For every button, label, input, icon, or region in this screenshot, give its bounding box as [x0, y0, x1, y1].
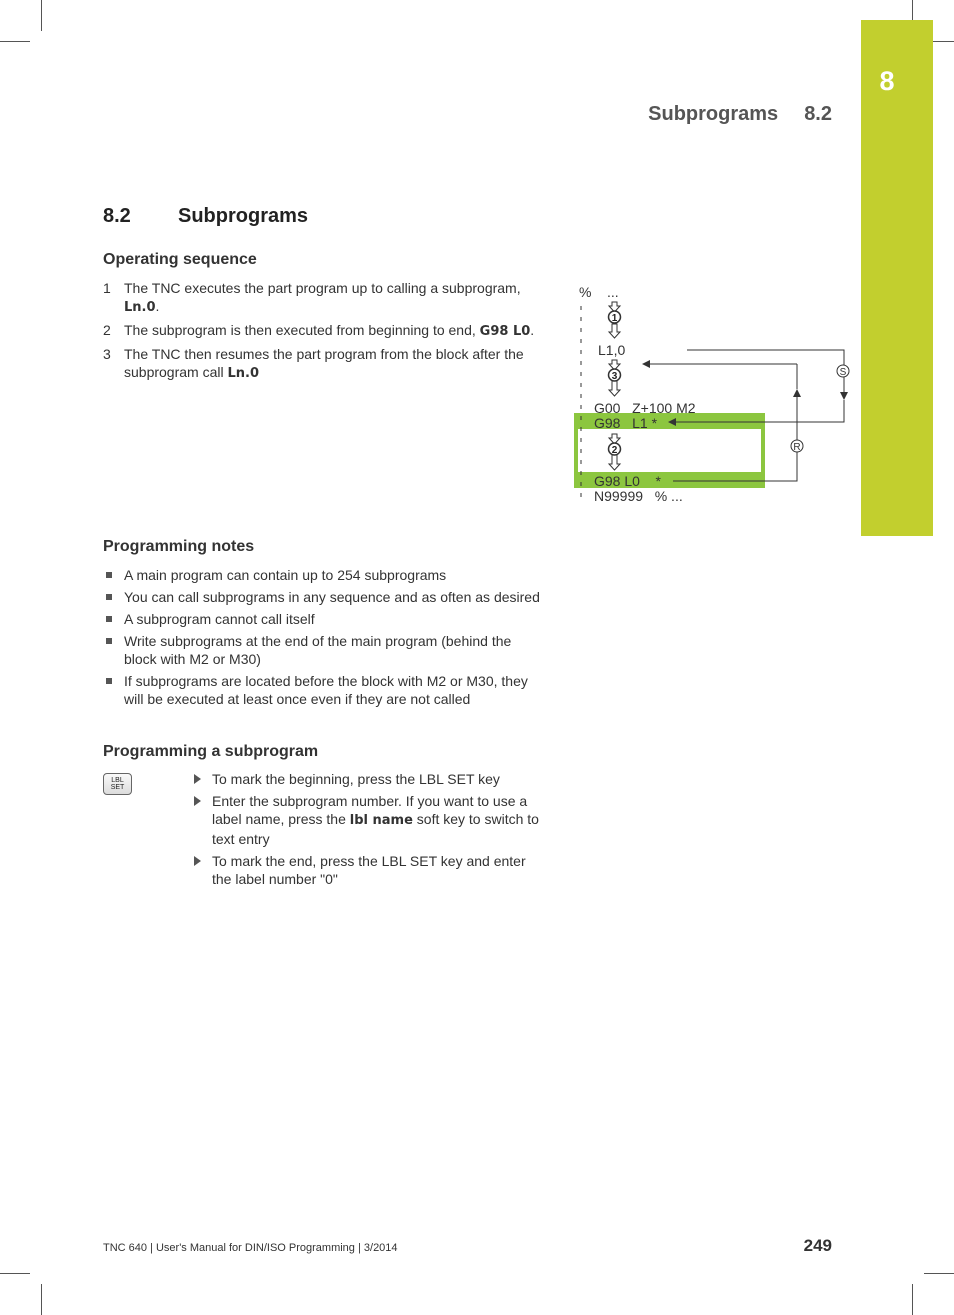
bullet-icon [106, 594, 112, 600]
step-marker-3-label: 3 [611, 371, 618, 382]
page-number: 249 [803, 1236, 832, 1255]
chapter-tab [861, 20, 933, 536]
bullet-icon [106, 678, 112, 684]
item-number: 1 [103, 280, 111, 296]
return-path-r-label: R [793, 442, 801, 453]
crop-mark [912, 1284, 913, 1315]
list-item [103, 345, 543, 383]
running-header-title: Subprograms [648, 103, 779, 125]
item-text: A main program can contain up to 254 subprograms [124, 567, 447, 583]
key-label-bottom: SET [110, 784, 125, 791]
step-marker-1-label: 1 [611, 313, 618, 324]
item-text: Enter the subprogram number. If you want to use a label name, press the [212, 793, 528, 827]
diagram-g98-l1-block: G98 L1 * [594, 415, 658, 431]
programming-steps-list [191, 770, 543, 892]
programming-notes-list [103, 566, 543, 712]
item-text: The subprogram is then executed from beginning to end, [124, 322, 480, 338]
item-text: soft key to switch to text entry [212, 811, 539, 847]
chapter-number: 8 [879, 66, 895, 96]
item-code: Ln.0 [124, 300, 156, 315]
key-label-top: LBL [111, 777, 124, 784]
operating-sequence-list [103, 279, 543, 387]
item-suffix: . [530, 322, 535, 338]
item-code: lbl name [349, 813, 413, 828]
running-header [560, 103, 832, 126]
section-title-text: Subprograms [178, 205, 309, 227]
section-number: 8.2 [103, 205, 131, 227]
item-text: A subprogram cannot call itself [124, 611, 315, 627]
item-text: The TNC then resumes the part program from the block after the subprogram call [124, 346, 524, 380]
return-path-arrowhead [642, 360, 650, 368]
item-text: You can call subprograms in any sequence and as often as desired [124, 589, 540, 605]
action-arrow-icon [194, 774, 201, 784]
item-number: 3 [103, 346, 111, 362]
item-text: The TNC executes the part program up to calling a subprogram, [124, 280, 521, 296]
item-number: 2 [103, 322, 111, 338]
action-arrow-icon [194, 856, 201, 866]
action-arrow-icon [194, 796, 201, 806]
bullet-icon [106, 638, 112, 644]
bullet-icon [106, 616, 112, 622]
diagram-g98-l0-block: G98 L0 * [594, 473, 661, 489]
crop-mark [41, 0, 42, 31]
crop-mark [0, 1273, 30, 1274]
list-item [191, 852, 543, 888]
footer-text: TNC 640 | User's Manual for DIN/ISO Programming | 3/2014 [103, 1242, 398, 1254]
call-path-arrowhead [840, 392, 848, 400]
section-title [103, 205, 308, 228]
call-path-s-label: S [839, 367, 847, 378]
crop-mark [912, 0, 913, 20]
lbl-set-key-icon [103, 773, 132, 795]
diagram-program-start: % ... [579, 284, 619, 300]
item-text: If subprograms are located before the block with M2 or M30, they will be executed at least once even if they are not called [124, 673, 528, 707]
item-text: To mark the beginning, press the LBL SET key [212, 771, 500, 787]
flow-arrow [609, 324, 620, 338]
list-item [103, 279, 543, 317]
diagram-call-label: L1,0 [598, 342, 626, 358]
crop-mark [41, 1284, 42, 1315]
list-item [103, 321, 543, 341]
crop-mark [933, 41, 954, 42]
list-item [191, 792, 543, 848]
diagram-end-block: N99999 % ... [594, 488, 683, 504]
item-text: Write subprograms at the end of the main program (behind the block with M2 or M30) [124, 633, 512, 667]
list-item [103, 566, 543, 584]
running-header-section: 8.2 [804, 103, 832, 125]
subprogram-highlight-inner [578, 429, 761, 472]
return-path-arrowhead [793, 389, 801, 397]
item-code: Ln.0 [227, 366, 260, 381]
item-code: G98 L0 [479, 324, 531, 339]
programming-notes-heading: Programming notes [103, 538, 255, 555]
operating-sequence-heading: Operating sequence [103, 251, 257, 268]
list-item [103, 672, 543, 708]
crop-mark [924, 1273, 954, 1274]
bullet-icon [106, 572, 112, 578]
call-path [687, 350, 844, 396]
list-item [103, 588, 543, 606]
list-item [103, 632, 543, 668]
step-marker-2-label: 2 [611, 445, 618, 456]
list-item [191, 770, 543, 788]
item-text: To mark the end, press the LBL SET key and enter the label number "0" [212, 853, 526, 887]
item-suffix: . [155, 298, 160, 314]
flow-arrow [609, 381, 620, 396]
programming-subprogram-heading: Programming a subprogram [103, 743, 319, 760]
diagram-g00-block: G00 Z+100 M2 [594, 400, 696, 416]
crop-mark [0, 41, 30, 42]
list-item [103, 610, 543, 628]
